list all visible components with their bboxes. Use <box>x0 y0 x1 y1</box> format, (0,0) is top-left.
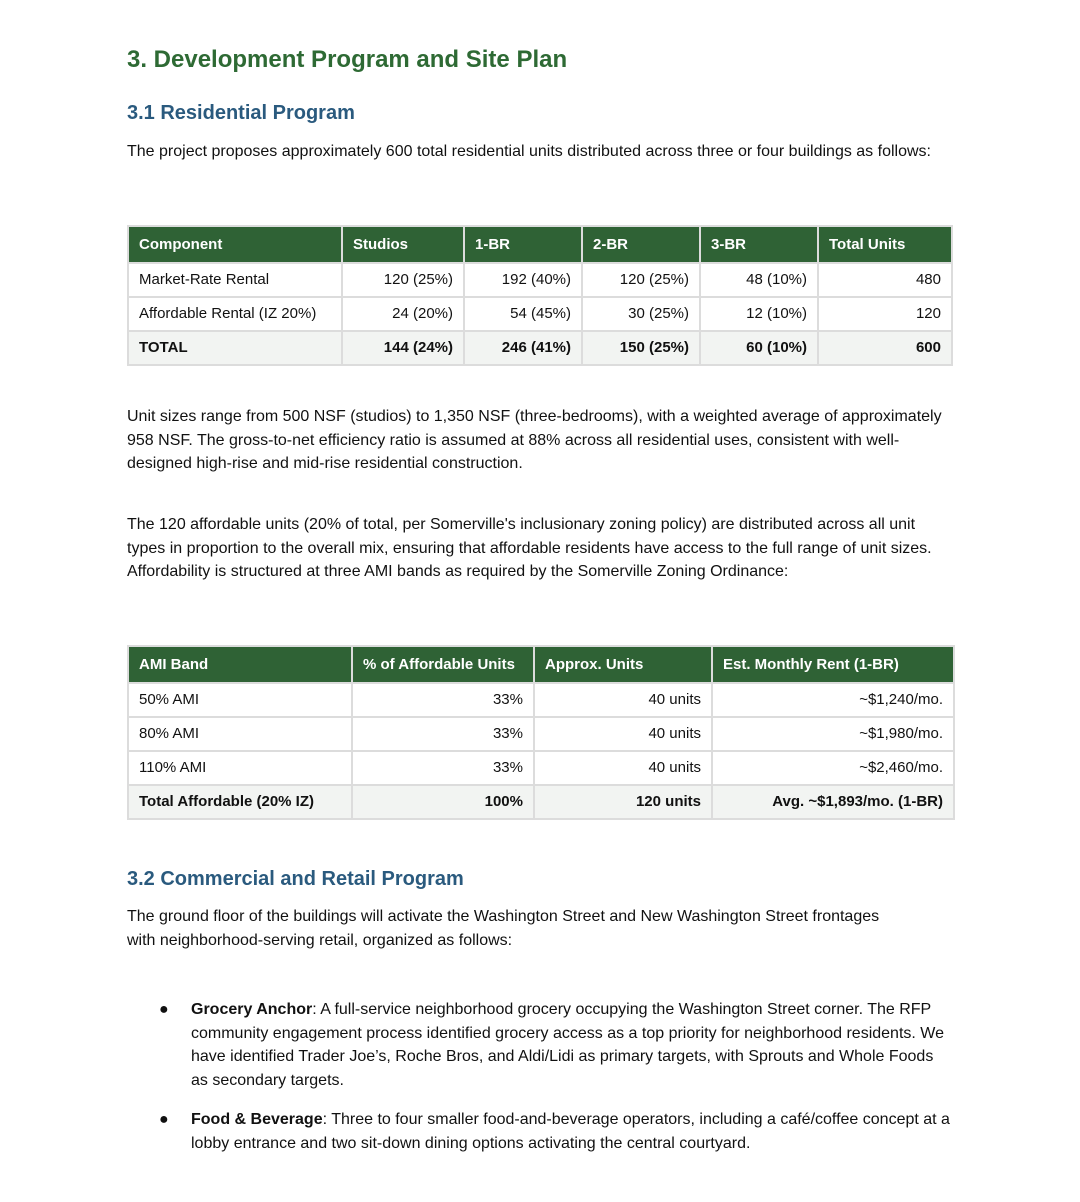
affordable-units-paragraph: The 120 affordable units (20% of total, per Somerville's inclusionary zoning policy) are distributed across all unit types in proportion to the overall mix, ensuring that affordable residents have access to the full range of unit sizes. Affordability is structured at three AMI bands as required by the Somerville Zoning Ordinance: <box>127 516 932 580</box>
commercial-heading: 3.2 Commercial and Retail Program <box>127 868 464 890</box>
table-row <box>128 263 952 297</box>
list-item <box>127 998 953 1092</box>
table-cell: Market-Rate Rental <box>128 263 342 297</box>
table-row <box>128 683 954 717</box>
table-cell: 50% AMI <box>128 683 352 717</box>
table-cell: 60 (10%) <box>700 331 818 365</box>
table-cell: 40 units <box>534 717 712 751</box>
table-cell: 144 (24%) <box>342 331 464 365</box>
residential-program-table <box>127 225 953 366</box>
column-header: Component <box>128 226 342 263</box>
table-header-row <box>128 226 952 263</box>
table-cell: 192 (40%) <box>464 263 582 297</box>
bullet-icon: ● <box>159 1111 169 1128</box>
table-cell: ~$1,240/mo. <box>712 683 954 717</box>
list-item-term: Grocery Anchor <box>191 1001 313 1018</box>
table-cell: Affordable Rental (IZ 20%) <box>128 297 342 331</box>
table-cell: 40 units <box>534 683 712 717</box>
table-cell: 120 <box>818 297 952 331</box>
unit-sizes-paragraph: Unit sizes range from 500 NSF (studios) to 1,350 NSF (three-bedrooms), with a weighted average of approximately 958 NSF. The gross-to-net efficiency ratio is assumed at 88% across all residential uses, consistent with well-designed high-rise and mid-rise residential construction. <box>127 408 942 472</box>
column-header: 2-BR <box>582 226 700 263</box>
list-item-text: : A full-service neighborhood grocery occupying the Washington Street corner. The RFP community engagement process identified grocery access as a top priority for neighborhood residents. We have identified Trader Joe’s, Roche Bros, and Aldi/Lidi as primary targets, with Sprouts and Whole Foods as secondary targets. <box>191 1001 944 1089</box>
table-cell: 54 (45%) <box>464 297 582 331</box>
table-row <box>128 717 954 751</box>
column-header: Total Units <box>818 226 952 263</box>
residential-heading: 3.1 Residential Program <box>127 102 355 124</box>
column-header: Approx. Units <box>534 646 712 683</box>
table-cell: 150 (25%) <box>582 331 700 365</box>
list-item-text: : Three to four smaller food-and-beverage operators, including a café/coffee concept at a lobby entrance and two sit-down dining options activating the central courtyard. <box>191 1111 950 1152</box>
table-cell: 24 (20%) <box>342 297 464 331</box>
table-cell: 246 (41%) <box>464 331 582 365</box>
column-header: Est. Monthly Rent (1-BR) <box>712 646 954 683</box>
column-header: Studios <box>342 226 464 263</box>
table-cell: 48 (10%) <box>700 263 818 297</box>
table-cell: 100% <box>352 785 534 819</box>
table-cell: Total Affordable (20% IZ) <box>128 785 352 819</box>
residential-intro: The project proposes approximately 600 total residential units distributed across three or four buildings as follows: <box>127 143 931 160</box>
commercial-intro: The ground floor of the buildings will activate the Washington Street and New Washington Street frontages with neighborhood-serving retail, organized as follows: <box>127 908 880 949</box>
table-cell: ~$2,460/mo. <box>712 751 954 785</box>
retail-program-list <box>127 998 953 1171</box>
table-cell: 33% <box>352 717 534 751</box>
table-cell: 80% AMI <box>128 717 352 751</box>
table-row <box>128 751 954 785</box>
section-title: 3. Development Program and Site Plan <box>127 46 568 73</box>
table-cell: 480 <box>818 263 952 297</box>
column-header: 3-BR <box>700 226 818 263</box>
table-total-row <box>128 331 952 365</box>
table-cell: 120 (25%) <box>582 263 700 297</box>
table-cell: 120 (25%) <box>342 263 464 297</box>
table-cell: 120 units <box>534 785 712 819</box>
table-cell: TOTAL <box>128 331 342 365</box>
table-cell: 30 (25%) <box>582 297 700 331</box>
list-item <box>127 1108 953 1155</box>
table-cell: Avg. ~$1,893/mo. (1-BR) <box>712 785 954 819</box>
ami-band-table <box>127 645 955 820</box>
table-cell: ~$1,980/mo. <box>712 717 954 751</box>
column-header: 1-BR <box>464 226 582 263</box>
bullet-icon: ● <box>159 1001 169 1018</box>
column-header: AMI Band <box>128 646 352 683</box>
table-cell: 33% <box>352 683 534 717</box>
table-header-row <box>128 646 954 683</box>
table-cell: 40 units <box>534 751 712 785</box>
table-row <box>128 297 952 331</box>
table-total-row <box>128 785 954 819</box>
column-header: % of Affordable Units <box>352 646 534 683</box>
list-item-term: Food & Beverage <box>191 1111 323 1128</box>
table-cell: 12 (10%) <box>700 297 818 331</box>
table-cell: 110% AMI <box>128 751 352 785</box>
table-cell: 600 <box>818 331 952 365</box>
table-cell: 33% <box>352 751 534 785</box>
